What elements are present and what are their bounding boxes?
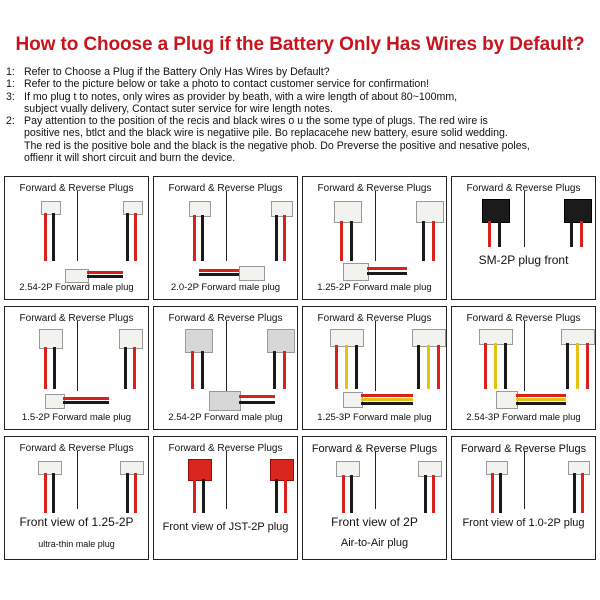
white-2pin-plug-icon xyxy=(413,201,447,261)
plug-cell xyxy=(451,176,596,300)
cell-heading: Forward & Reverse Plugs xyxy=(19,443,134,454)
cell-heading: Forward & Reverse Plugs xyxy=(317,313,432,324)
side-view-plug-icon xyxy=(199,263,269,283)
red-jst-plug-icon xyxy=(184,459,216,513)
plug-cell xyxy=(302,306,447,430)
cell-divider xyxy=(226,191,227,261)
plug-cell xyxy=(153,306,298,430)
cell-caption: 2.54-3P Forward male plug xyxy=(466,412,581,423)
note-text: Refer to Choose a Plug if the Battery Only Has Wires by Default? xyxy=(24,66,330,78)
cell-divider xyxy=(524,451,525,509)
plug-cell xyxy=(153,176,298,300)
plug-cell xyxy=(153,436,298,560)
white-2pin-plug-icon xyxy=(333,461,363,513)
cell-divider xyxy=(375,451,376,509)
white-2pin-plug-icon xyxy=(35,329,67,389)
cell-caption: Front view of 1.25-2P xyxy=(19,515,134,529)
black-sm-plug-icon xyxy=(560,199,596,247)
side-view-plug-icon xyxy=(45,391,115,411)
white-2pin-plug-icon xyxy=(115,329,147,389)
cell-caption: Front view of 1.0-2P plug xyxy=(462,517,585,529)
white-2pin-plug-icon xyxy=(117,461,147,513)
cell-divider xyxy=(524,191,525,247)
side-view-plug-icon xyxy=(343,261,413,283)
cell-caption: 2.54-2P Forward male plug xyxy=(19,282,134,293)
cell-divider xyxy=(226,451,227,509)
page-title: How to Choose a Plug if the Battery Only Has Wires by Default? xyxy=(15,34,585,55)
white-2pin-plug-icon xyxy=(184,201,214,261)
cell-divider xyxy=(375,191,376,261)
cell-caption: 1.25-3P Forward male plug xyxy=(317,412,432,423)
cell-heading: Forward & Reverse Plugs xyxy=(168,313,283,324)
cell-heading: Forward & Reverse Plugs xyxy=(317,183,432,194)
white-2pin-plug-icon xyxy=(482,461,512,513)
note-number: 1: xyxy=(6,66,15,78)
plug-cell xyxy=(302,176,447,300)
note-number: 1: xyxy=(6,78,15,91)
red-jst-plug-icon xyxy=(266,459,298,513)
cell-caption: 2.54-2P Forward male plug xyxy=(168,412,283,423)
plug-grid xyxy=(4,176,596,560)
white-3pin-plug-icon xyxy=(558,329,596,389)
note-item xyxy=(4,115,596,164)
note-item xyxy=(4,91,596,116)
note-number: 2: xyxy=(6,115,15,128)
white-2pin-plug-icon xyxy=(117,201,147,261)
side-view-plug-icon xyxy=(343,389,419,411)
note-item xyxy=(4,78,596,90)
plug-cell xyxy=(4,176,149,300)
note-text: Pay attention to the position of the recis and black wires o u the some type of plugs. The red wire is positive nes, btlct and the black wire is negatiive pile. Bo replacacehe new battery, esure solid wedding. The red is the positive bole and the black is the negative phob. Do Preverse the positive and nesative poles, offienr it will short circuit and burn the device. xyxy=(24,115,530,165)
white-2pin-plug-icon xyxy=(35,201,65,261)
cell-caption: Front view of 2P xyxy=(331,515,418,529)
cell-subcaption: Air-to-Air plug xyxy=(340,537,409,549)
cell-heading: Forward & Reverse Plugs xyxy=(460,443,587,455)
white-2pin-plug-icon xyxy=(564,461,594,513)
cell-divider xyxy=(77,451,78,509)
cell-heading: Forward & Reverse Plugs xyxy=(311,443,438,455)
cell-divider xyxy=(375,321,376,391)
side-view-plug-icon xyxy=(209,389,279,413)
white-2pin-plug-icon xyxy=(266,201,296,261)
plug-cell xyxy=(451,306,596,430)
cell-heading: Forward & Reverse Plugs xyxy=(168,443,283,454)
cell-caption: 1.25-2P Forward male plug xyxy=(317,282,432,293)
cell-divider xyxy=(524,321,525,391)
cell-divider xyxy=(77,191,78,261)
cell-heading: Forward & Reverse Plugs xyxy=(466,313,581,324)
white-3pin-plug-icon xyxy=(327,329,367,389)
plug-cell xyxy=(4,436,149,560)
black-sm-plug-icon xyxy=(478,199,514,247)
white-2pin-plug-icon xyxy=(331,201,365,261)
plug-cell xyxy=(302,436,447,560)
cell-caption: Front view of JST-2P plug xyxy=(162,521,289,533)
notes-list xyxy=(4,66,596,164)
cell-heading: Forward & Reverse Plugs xyxy=(19,183,134,194)
side-view-plug-icon xyxy=(496,389,572,411)
note-text: Refer to the picture below or take a photo to contact customer service for confirmation! xyxy=(24,78,430,91)
cell-divider xyxy=(77,321,78,391)
note-item xyxy=(4,66,596,78)
white-2pin-plug-icon xyxy=(35,461,65,513)
cell-heading: Forward & Reverse Plugs xyxy=(168,183,283,194)
cell-caption: SM-2P plug front xyxy=(478,253,569,267)
cell-heading: Forward & Reverse Plugs xyxy=(466,183,581,194)
cell-subcaption: ultra-thin male plug xyxy=(38,539,115,549)
white-2pin-plug-icon xyxy=(415,461,445,513)
note-number: 3: xyxy=(6,90,15,103)
cell-heading: Forward & Reverse Plugs xyxy=(19,313,134,324)
white-3pin-plug-icon xyxy=(409,329,447,389)
cell-divider xyxy=(226,321,227,391)
gray-2pin-plug-icon xyxy=(182,329,216,389)
gray-2pin-plug-icon xyxy=(264,329,298,389)
cell-caption: 2.0-2P Forward male plug xyxy=(170,282,281,293)
plug-cell xyxy=(4,306,149,430)
note-text: If mo plug t to notes, only wires as provider by beath, with a wire length of about 80~100mm, subject vually delivery, Contact suter service for wire length notes. xyxy=(24,90,458,115)
white-3pin-plug-icon xyxy=(476,329,516,389)
cell-caption: 1.5-2P Forward male plug xyxy=(21,412,132,423)
plug-cell xyxy=(451,436,596,560)
